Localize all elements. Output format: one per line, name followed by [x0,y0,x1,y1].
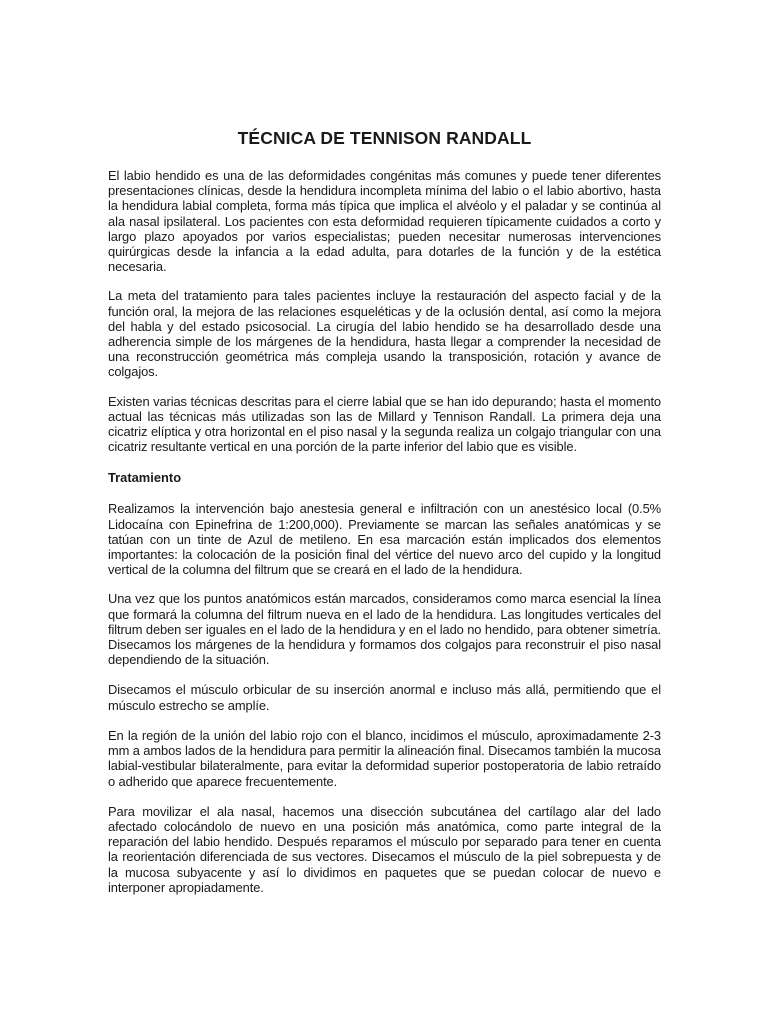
treatment-paragraph-3: Disecamos el músculo orbicular de su inserción anormal e incluso más allá, permitiendo que el músculo estrecho se amplíe. [108,682,661,713]
intro-paragraph-2: La meta del tratamiento para tales pacientes incluye la restauración del aspecto facial y de la función oral, la mejora de las relaciones esqueléticas y de la oclusión dental, así como la mejora del habla y del estado psicosocial. La cirugía del labio hendido se ha desarrollado desde una adherencia simple de los márgenes de la hendidura, hasta llegar a comprender la necesidad de una reconstrucción geométrica más compleja usando la transposición, rotación y avance de colgajos. [108,288,661,380]
treatment-paragraph-4: En la región de la unión del labio rojo con el blanco, incidimos el músculo, aproximadamente 2-3 mm a ambos lados de la hendidura para permitir la alineación final. Disecamos también la mucosa labial-vestibular bilateralmente, para evitar la deformidad superior postoperatoria de labio retraído o adherido que aparece frecuentemente. [108,727,661,789]
treatment-paragraph-5: Para movilizar el ala nasal, hacemos una disección subcutánea del cartílago alar del lado afectado colocándolo de nuevo en una posición más anatómica, como parte integral de la reparación del labio hendido. Después reparamos el músculo por separado para tener en cuenta la reorientación diferenciada de sus vectores. Disecamos el músculo de la piel sobrepuesta y de la mucosa subyacente y así lo dividimos en paquetes que se puedan colocar de nuevo e interponer apropiadamente. [108,803,661,895]
section-heading-tratamiento: Tratamiento [108,470,182,486]
intro-paragraph-1: El labio hendido es una de las deformidades congénitas más comunes y puede tener diferentes presentaciones clínicas, desde la hendidura incompleta mínima del labio o el labio abortivo, hasta la hendidura labial completa, forma más típica que implica el alvéolo y el paladar y se continúa al ala nasal ipsilateral. Los pacientes con esta deformidad requieren típicamente cuidados a corto y largo plazo apoyados por varios especialistas; pueden necesitar numerosas intervenciones quirúrgicas desde la infancia a la edad adulta, para dotarles de la función y de la estética necesaria. [108,168,661,275]
treatment-paragraph-1: Realizamos la intervención bajo anestesia general e infiltración con un anestésico local (0.5% Lidocaína con Epinefrina de 1:200,000). Previamente se marcan las señales anatómicas y se tatúan con un tinte de Azul de metileno. En esa marcación están implicados dos elementos importantes: la colocación de la posición final del vértice del nuevo arco del cupido y la longitud vertical de la columna del filtrum que se creará en el lado de la hendidura. [108,501,661,578]
treatment-paragraph-2: Una vez que los puntos anatómicos están marcados, consideramos como marca esencial la línea que formará la columna del filtrum nueva en el lado de la hendidura. Las longitudes verticales del filtrum deben ser iguales en el lado de la hendidura y en el lado no hendido, para obtener simetría. Disecamos los márgenes de la hendidura y formamos dos colgajos para reconstruir el piso nasal dependiendo de la situación. [108,591,661,668]
document-title: TÉCNICA DE TENNISON RANDALL [237,128,532,148]
intro-paragraph-3: Existen varias técnicas descritas para el cierre labial que se han ido depurando; hasta el momento actual las técnicas más utilizadas son las de Millard y Tennison Randall. La primera deja una cicatriz elíptica y otra horizontal en el piso nasal y la segunda realiza un colgajo triangular con una cicatriz resultante vertical en una porción de la parte inferior del labio que es visible. [108,393,661,455]
